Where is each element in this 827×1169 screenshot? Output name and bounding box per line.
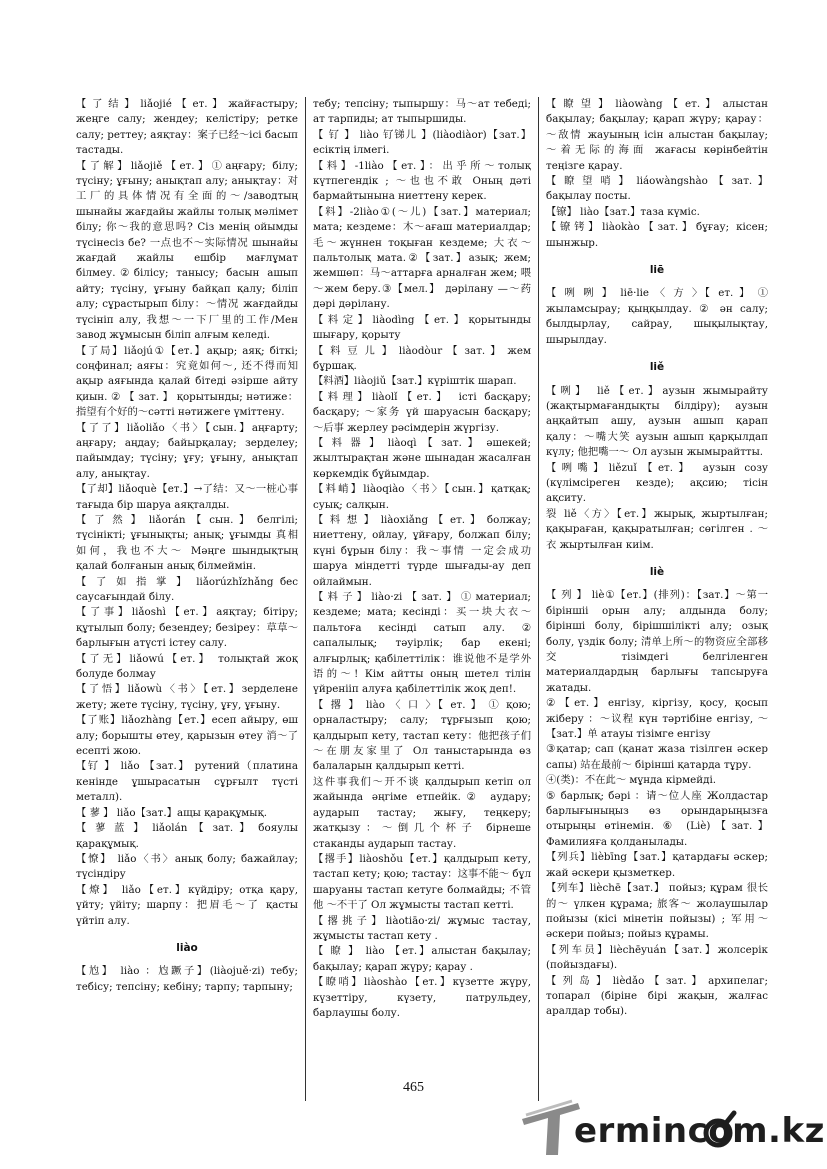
dictionary-column-2 [313, 97, 531, 1057]
dictionary-entry: 【了解】liǎojiě【ет.】①аңғару; білу; түсіну; ұғыну; анықтап алу; анықтау：对工厂的具体情况有全面的～/заводтың шынайы жағдайы жайлы толық мәлімет білу; 你～我的意思吗? Сіз менің ойымды түсінесіз бе? 一点也不～实际情况 шынайы жағдай жайлы ешбір мағлұмат білмеу.②білісу; танысу; басын ашып айту; түсіну, ұғыну байқап қалу; біліп алу; сұрастырып білу：～情况 жағдайды түсініп алу, 我想～一下厂里的工作/Мен завод жұмысын біліп алғым келеді. [76, 159, 298, 342]
dictionary-entry: ③қатар; сап (қанат жаза тізілген әскер сапы) 站在最前～ бірінші қатарда тұру. [546, 743, 768, 771]
dictionary-entry: 【了事】liǎoshì【ет.】аяқтау; бітіру; құтылып болу; безендеу; безіреу：草草～барлығын атүсті істеу салу. [76, 606, 298, 650]
dictionary-entry: ④(类)：不在此～ мұнда кірмейді. [546, 774, 717, 787]
dictionary-entry: 【料子】liào·zi【зат.】①материал; кездеме; мата; кесінді：买一块大衣～ пальтоға кесінді сатып алу. ② сапалылық; тәуірлік; бар екені; алғырлық; қабілеттілік：谁说他不是学外语的～! Кім айтты оның шетел тілін үйренііп алуға қабілеттілік жоқ деп!. [313, 591, 531, 696]
dictionary-entry: ⑤ барлық; бәрі ：请～位人座 Жолдастар барлығыныңыз өз орындарыңызға отырыңы өтінемін. ⑥ (Liè)【зат.】Фамилияға қолданылады. [546, 789, 768, 848]
dictionary-entry: 【镣铐】liàokào【зат.】бұғау; кісен; шынжыр. [546, 221, 768, 249]
dictionary-entry: 【料峭】liàoqiào〈书〉【сын.】қатқақ; суық; салқын. [313, 483, 531, 511]
logo-text: ermincom.kz [574, 1111, 825, 1151]
dictionary-entry: 【瞭哨】liàoshào【ет.】күзетте жүру, күзеттіру, күзету, патрульдеу, барлаушы болу. [313, 976, 531, 1019]
dictionary-entry: 【 蓼 蓝 】 liǎolán 【 зат. 】 бояулы қарақұмық. [76, 822, 298, 850]
section-heading: liào [176, 941, 198, 954]
column-divider-1 [305, 97, 306, 1101]
terminkom-logo [520, 1099, 825, 1161]
dictionary-entry: ②【ет.】енгізу, кіргізу, қосу, қосып жіберу ：～议程 күн тәртібіне енгізу, ～【зат.】单 атауы тізімге енгізу [546, 697, 768, 741]
dictionary-entry: 【 瞭 望 哨 】 liáowàngshào 【 зат. 】 бақылау посты. [546, 175, 768, 203]
dictionary-entry: 【 咧 咧 】 liē·lie 〈 方 〉【 ет. 】 ① жыламсырау; қыңқылдау. ② ән салу; былдырлау, сайрау, шықылықтау, шырылдау. [546, 287, 768, 346]
dictionary-entry: 【了了】liǎoliǎo〈书〉【сын.】аңғарту; аңғару; аңдау; байырқалау; зерделеу; пайымдау; түсіну; ұғу; ұғыну, анықтап алу, анықтау. [76, 421, 298, 480]
dictionary-entry: 【料定】liàodìng【ет.】қорытынды шығару, қорыту [313, 313, 531, 342]
dictionary-column-1 [76, 97, 298, 1017]
dictionary-entry: 【咧】 liě【ет.】аузын жымырайту (жақтырмағандықты білдіру); аузын аңқайтып ашу, аузын ашып қарап қалу：～嘴大笑 аузын ашып қарқылдап күлу; 他把嘴一～ Ол аузын жымырайтты. [546, 384, 768, 459]
dictionary-entry: 【 了 如 指 掌 】 liǎorúzhǐzhǎng бес саусағындай білу. [76, 575, 298, 603]
dictionary-entry: 【 列 】 liè①【ет.】(排列)：【зат.】～第一 біріншіі орын алу; алдында болу; бірінші болу, бірішшілікті алу; озық болу, үздік болу; 清单上所～的物资应全部移交 тізімдегі белгіленген материалдардың барлығы тапсыруға жатады. [546, 589, 768, 694]
section-heading: liè [649, 565, 665, 578]
dictionary-entry: 【料】-1liào【ет.】：出乎所～толық күтпегендік ; ～也也不敢 Оның дәті бармайтынына ниеттену керек. [313, 159, 531, 203]
column-divider-2 [538, 97, 539, 1101]
dictionary-entry: 【撂挑子】liàotiāo·zi/ жұмыс тастау, жұмысты тастап кету . [313, 914, 531, 942]
dictionary-entry: 【 列 岛 】 lièdǎo 【 зат. 】 архипелаг; топарал (біріне бірі жақын, жалғас аралдар тобы). [546, 974, 768, 1018]
dictionary-entry: 【 了 然 】 liǎorán 【 сын. 】 белгілі; түсінікті; ұғынықты; анық; ұғымды 真相如何，我也不大～ Мәңге шындықтың қалай болғанын анық білмеймін. [76, 513, 298, 573]
dictionary-entry: 【憭】 liǎo〈书〉анық болу; бажайлау; түсіндіру [76, 852, 298, 881]
dictionary-entry: 【镣】 liào【зат.】таза күміс. [546, 205, 700, 218]
section-heading: liě [649, 361, 665, 374]
dictionary-entry: 【 撂 】 liào 〈 口 〉【 ет. 】 ① қою; орналастыру; салу; тұрғызып қою; қалдырып кету, тастап кету：他把孩子们～在朋友家里了 Ол таныстарында өз балаларын қалдырып кетті. [313, 698, 531, 773]
dictionary-entry: 【列兵】lièbīng【зат.】қатардағы әскер; жай әскери қызметкер. [546, 851, 768, 879]
dictionary-entry: 【列车员】lièchēyuán【зат.】жолсерік (пойыздағы). [546, 943, 768, 972]
dictionary-entry: 【钌 】 liǎo 【зат.】 рутений（платина кенінде ұшырасатын сұрғылт түсті металл). [76, 760, 298, 804]
dictionary-entry: 这件事我们～开不谈 қалдырып кетіп ол жайында әңгіме етпейік.② аудару; аударып тастау; жығу, теңкеру; жатқызу：～倒几个杯子 бірнеше стаканды аударып тастау. [313, 775, 531, 850]
dictionary-entry: 【 料 豆 儿 】 liàodòur 【 зат. 】 жем бұршақ. [313, 344, 531, 372]
dictionary-entry: 【料酒】liàojiǔ【зат.】күріштік шарап. [313, 375, 517, 388]
dictionary-entry: тебу; тепсіну; тыпыршу：马～ат тебеді; ат тарпиды; ат тыпыршиды. [313, 98, 531, 126]
dictionary-entry: 【列车】lièchē【зат.】 пойыз; құрам 很长的～ үлкен құрама; 旅客～ жолаушылар пойызы (кісі мінетін пойызы) ; 军用～әскери пойыз; пойыз құрамы. [546, 882, 768, 941]
dictionary-entry: 【 料 想 】 liàoxiǎng 【 ет. 】 болжау; ниеттену, ойлау, ұйғару, болжап білу; күні бұрын білу：我～事情 一定会成功 шаруа міндетті түрде шығады-ау деп ойлаймын. [313, 513, 531, 588]
dictionary-entry: 【 料 器 】 liàoqì 【 зат. 】 әшекей; жылтырақтан және шынадан жасалған көркемдік бұйымдар. [313, 436, 531, 480]
dictionary-entry: 【 蓼 】 liǎo【зат.】ащы қарақұмық. [76, 806, 268, 819]
dictionary-entry: 【咧嘴】liězuǐ【ет.】 аузын созу (күлімсіреген кезде); ақсию; тісін ақситу. [546, 461, 768, 505]
dictionary-entry: 【料】-2liào①(～儿)【зат.】материал; мата; кездеме：木～ағаш материалдар; 毛～жүннен тоқыған кездеме; 大衣～пальтолық мата.②【зат.】азық; жем; жемшөп：马～аттарға арналған жем; 喂～жем беру.③【мел.】 дәрілану —～药 дәрі дәрілану. [313, 205, 531, 311]
dictionary-entry: 【撂手】liàoshǒu【ет.】қалдырып кету, тастап кету; қою; тастау：这事不能～ бұл шаруаны тастап кетуге болмайды; 不管 他 ～不干了 Ол жұмысты тастап кетті. [313, 852, 531, 912]
dictionary-entry: 【了无】liǎowú【ет.】 толықтай жоқ болуде болмау [76, 652, 298, 681]
dictionary-entry: 【料理】liàolǐ【ет.】 істі басқару; басқару; ～家务 үй шаруасын басқару; ～后事 жерлеу рәсімдерін жүргізу. [313, 390, 531, 434]
dictionary-entry: 【了局】liǎojú①【ет.】ақыр; аяқ; біткі; соңфинал; аяғы：究竟如何～, 还不得而知 ақыр аяғында қалай бітеді әзірше айту қиын. ② 【 зат. 】 қорытынды; нәтиже：指望有个好的～сәтті нәтижеге үміттену. [76, 344, 298, 419]
dictionary-entry: 【 瞭 】 liào 【ет.】алыстан бақылау; бақылау; қарап жүру; қарау . [313, 945, 531, 973]
dictionary-column-3 [546, 97, 768, 1077]
dictionary-entry: 【 钌 】 liào 钌锑儿 】(liàodiàor)【зат.】есіктің ілмегі. [313, 128, 531, 157]
dictionary-entry: 【了悟】liǎowù〈书〉【ет.】зерделене жету; жете түсіну, түсіну, ұғу, ұғыну. [76, 683, 298, 711]
dictionary-entry: 裂 liě〈方〉【ет.】жырық, жыртылған; қақыраған, қақыратылған; сөгілген . ～衣 жыртылған киім. [546, 507, 768, 551]
dictionary-entry: 【 了 结 】 liǎojié 【 ет. 】 жайғастыру; жеңге салу; жендеу; келістіру; ретке салу; реттеу; аяқтау：案子已经～ісі басып тастады. [76, 98, 298, 157]
page-number: 465 [403, 1080, 424, 1095]
dictionary-entry: 【 瞭 望 】 liàowàng 【 ет. 】 алыстан бақылау; бақылау; қарап жүру; қарау：～敌情 жауының ісін алыстан бақылау; ～着无际的海面 жағасы көрінбейтін теңізге қарау. [546, 98, 768, 172]
dictionary-entry: 【了账】liǎozhàng【ет.】есеп айыру, өш алу; борышты өтеу, қарызын өтеу 消～了 есепті жою. [76, 714, 298, 758]
section-heading: liē [649, 264, 665, 277]
dictionary-entry: 【燎】 liǎo【ет.】күйдіру; отқа қару, үйту; үйіту; шарпу：把眉毛～了 қасты үйтіп алу. [76, 883, 298, 927]
dictionary-entry: 【尥】 liào ：尥蹶子】(liàojuě·zi) тебу; тебісу; тепсіну; кебіну; тарпу; тарпыну; [76, 965, 298, 993]
dictionary-entry: 【了却】liǎoquè【ет.】→了结：又～一桩心事 тағыда бір шаруа аяқталды. [76, 483, 298, 511]
